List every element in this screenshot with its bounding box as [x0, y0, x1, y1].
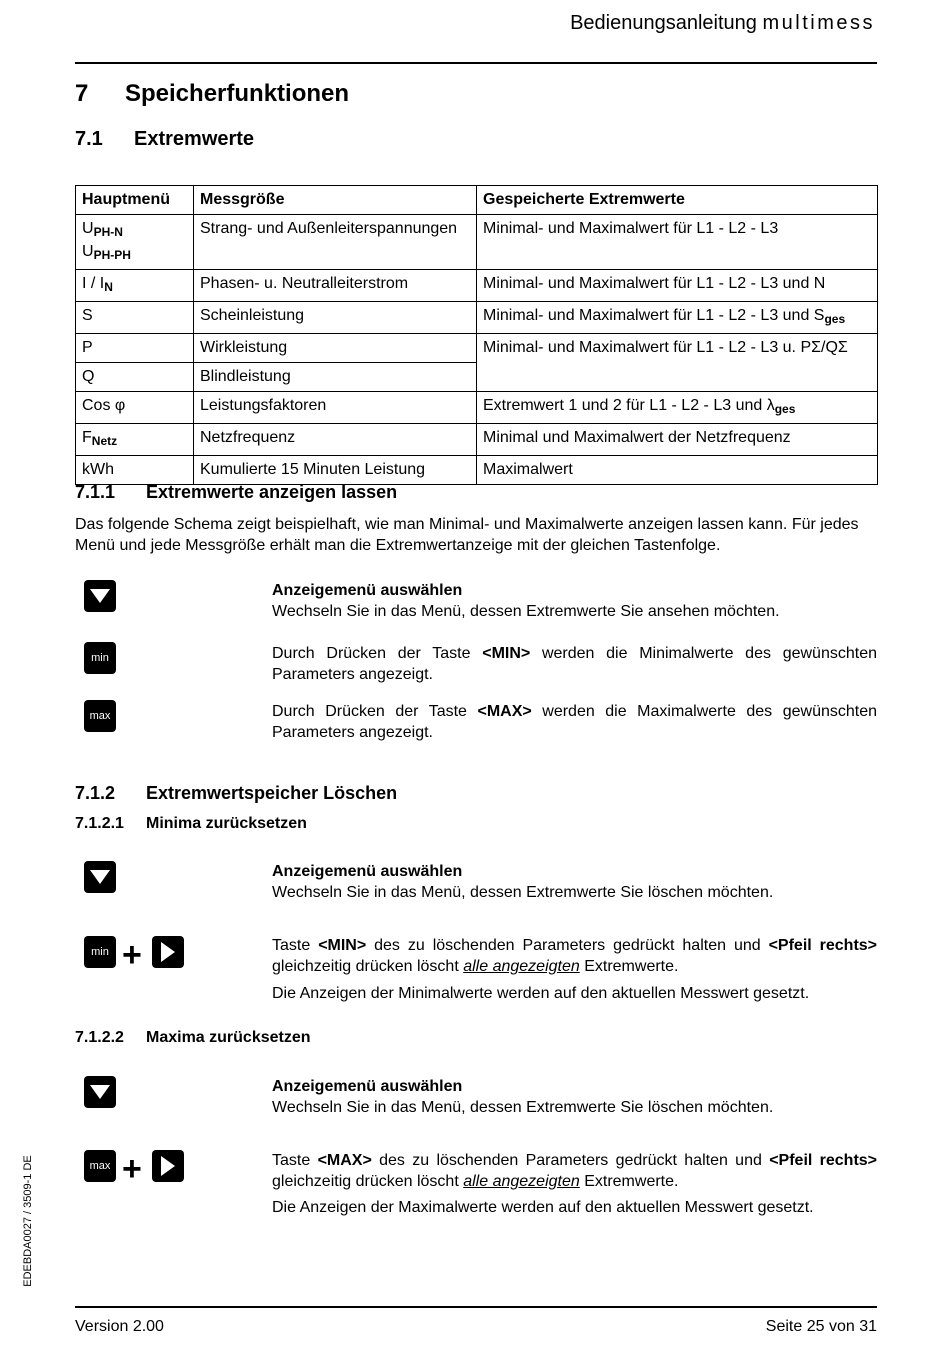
table-cell: Minimal und Maximalwert der Netzfrequenz: [477, 424, 878, 456]
table-cell-menu: Cos φ: [76, 392, 194, 424]
arrow-right-key-icon: [152, 1150, 184, 1182]
section-7-1-heading: 7.1 Extremwerte: [75, 128, 255, 150]
reset-max-note: Die Anzeigen der Maximalwerte werden auf den aktuellen Messwert gesetzt.: [272, 1199, 814, 1216]
step-reset-max: Taste <MAX> des zu löschenden Parameters gedrückt halten und <Pfeil rechts> gleichzeitig drücken löscht alle angezeigten Extremwerte.: [272, 1152, 878, 1190]
section-7-1-1-heading: 7.1.1 Extremwerte anzeigen lassen: [75, 482, 398, 502]
table-cell: Minimal- und Maximalwert für L1 - L2 - L3 und $S_{ges}$: [477, 302, 878, 334]
table-row: [76, 270, 878, 302]
step-select-menu: Anzeigemenü auswählen Wechseln Sie in das Menü, dessen Extremwerte Sie löschen möchten.: [272, 1078, 774, 1116]
header-rule: [75, 62, 877, 64]
min-key-icon: min: [84, 936, 116, 968]
document-code: EDEBDA0027 / 3509-1 DE: [22, 1155, 34, 1287]
arrow-down-key-icon: [84, 1076, 116, 1108]
table-cell: Strang- und Außenleiterspannungen: [194, 215, 477, 270]
section-7-heading: 7 Speicherfunktionen: [75, 80, 350, 107]
table-row: [76, 302, 878, 334]
table-cell: Blindleistung: [194, 363, 477, 392]
table-cell-menu: S: [76, 302, 194, 334]
table-cell: Netzfrequenz: [194, 424, 477, 456]
table-row: [76, 424, 878, 456]
plus-icon: +: [122, 936, 142, 974]
table-cell-menu: I / $I_N$: [76, 270, 194, 302]
plus-icon: +: [122, 1150, 142, 1188]
section-7-1-2-heading: 7.1.2 Extremwertspeicher Löschen: [75, 783, 398, 803]
table-cell: Kumulierte 15 Minuten Leistung: [194, 456, 477, 485]
table-cell: Minimal- und Maximalwert für L1 - L2 - L3 und N: [477, 270, 878, 302]
arrow-down-key-icon: [84, 861, 116, 893]
step-reset-min: Taste <MIN> des zu löschenden Parameters gedrückt halten und <Pfeil rechts> gleichzeitig drücken löscht alle angezeigten Extremwerte.: [272, 937, 878, 975]
table-row: [76, 334, 878, 363]
table-cell: Scheinleistung: [194, 302, 477, 334]
section-7-1-2-1-heading: 7.1.2.1 Minima zurücksetzen: [75, 815, 307, 832]
table-cell: Maximalwert: [477, 456, 878, 485]
reset-min-note: Die Anzeigen der Minimalwerte werden auf den aktuellen Messwert gesetzt.: [272, 985, 810, 1002]
table-cell: Extremwert 1 und 2 für L1 - L2 - L3 und $\lambda_{ges}$: [477, 392, 878, 424]
table-row: [76, 215, 878, 270]
table-cell-menu: Q: [76, 363, 194, 392]
extremes-table: [75, 185, 878, 485]
section-7-1-2-2-heading: 7.1.2.2 Maxima zurücksetzen: [75, 1029, 311, 1046]
table-cell-menu: $F_{Netz}$: [76, 424, 194, 456]
step-press-max: Durch Drücken der Taste <MAX> werden die Maximalwerte des gewünschten Parameters angezeigt.: [272, 703, 878, 741]
step-press-min: Durch Drücken der Taste <MIN> werden die Minimalwerte des gewünschten Parameters angezeigt.: [272, 645, 877, 683]
table-row: [76, 392, 878, 424]
table-header-cell: Gespeicherte Extremwerte: [477, 186, 878, 215]
arrow-down-key-icon: [84, 580, 116, 612]
footer-page-number: Seite 25 von 31: [765, 1318, 877, 1335]
arrow-right-key-icon: [152, 936, 184, 968]
table-cell: Wirkleistung: [194, 334, 477, 363]
step-select-menu: Anzeigemenü auswählen Wechseln Sie in das Menü, dessen Extremwerte Sie ansehen möchten.: [272, 582, 780, 620]
table-row: [76, 456, 878, 485]
footer-version: Version 2.00: [75, 1318, 164, 1335]
table-header-row: [76, 186, 878, 215]
step-select-menu: Anzeigemenü auswählen Wechseln Sie in das Menü, dessen Extremwerte Sie löschen möchten.: [272, 863, 774, 901]
intro-paragraph: Das folgende Schema zeigt beispielhaft, wie man Minimal- und Maximalwerte anzeigen lassen kann. Für jedes Menü und jede Messgröße erhält man die Extremwertanzeige mit der gleichen Tastenfolge.: [75, 516, 859, 554]
max-key-icon: max: [84, 1150, 116, 1182]
table-header-cell: Messgröße: [194, 186, 477, 215]
min-key-icon: min: [84, 642, 116, 674]
table-cell-menu: P: [76, 334, 194, 363]
table-cell: Leistungsfaktoren: [194, 392, 477, 424]
table-cell-menu: $U_{PH-N}$ $U_{PH-PH}$: [76, 215, 194, 270]
table-cell: Minimal- und Maximalwert für L1 - L2 - L3: [477, 215, 878, 270]
table-cell: Phasen- u. Neutralleiterstrom: [194, 270, 477, 302]
table-cell-menu: kWh: [76, 456, 194, 485]
table-cell: Minimal- und Maximalwert für L1 - L2 - L3 u. PΣ/QΣ: [477, 334, 878, 392]
max-key-icon: max: [84, 700, 116, 732]
page-header: Bedienungsanleitung multimess: [570, 12, 875, 34]
table-header-cell: Hauptmenü: [76, 186, 194, 215]
footer-rule: [75, 1306, 877, 1308]
